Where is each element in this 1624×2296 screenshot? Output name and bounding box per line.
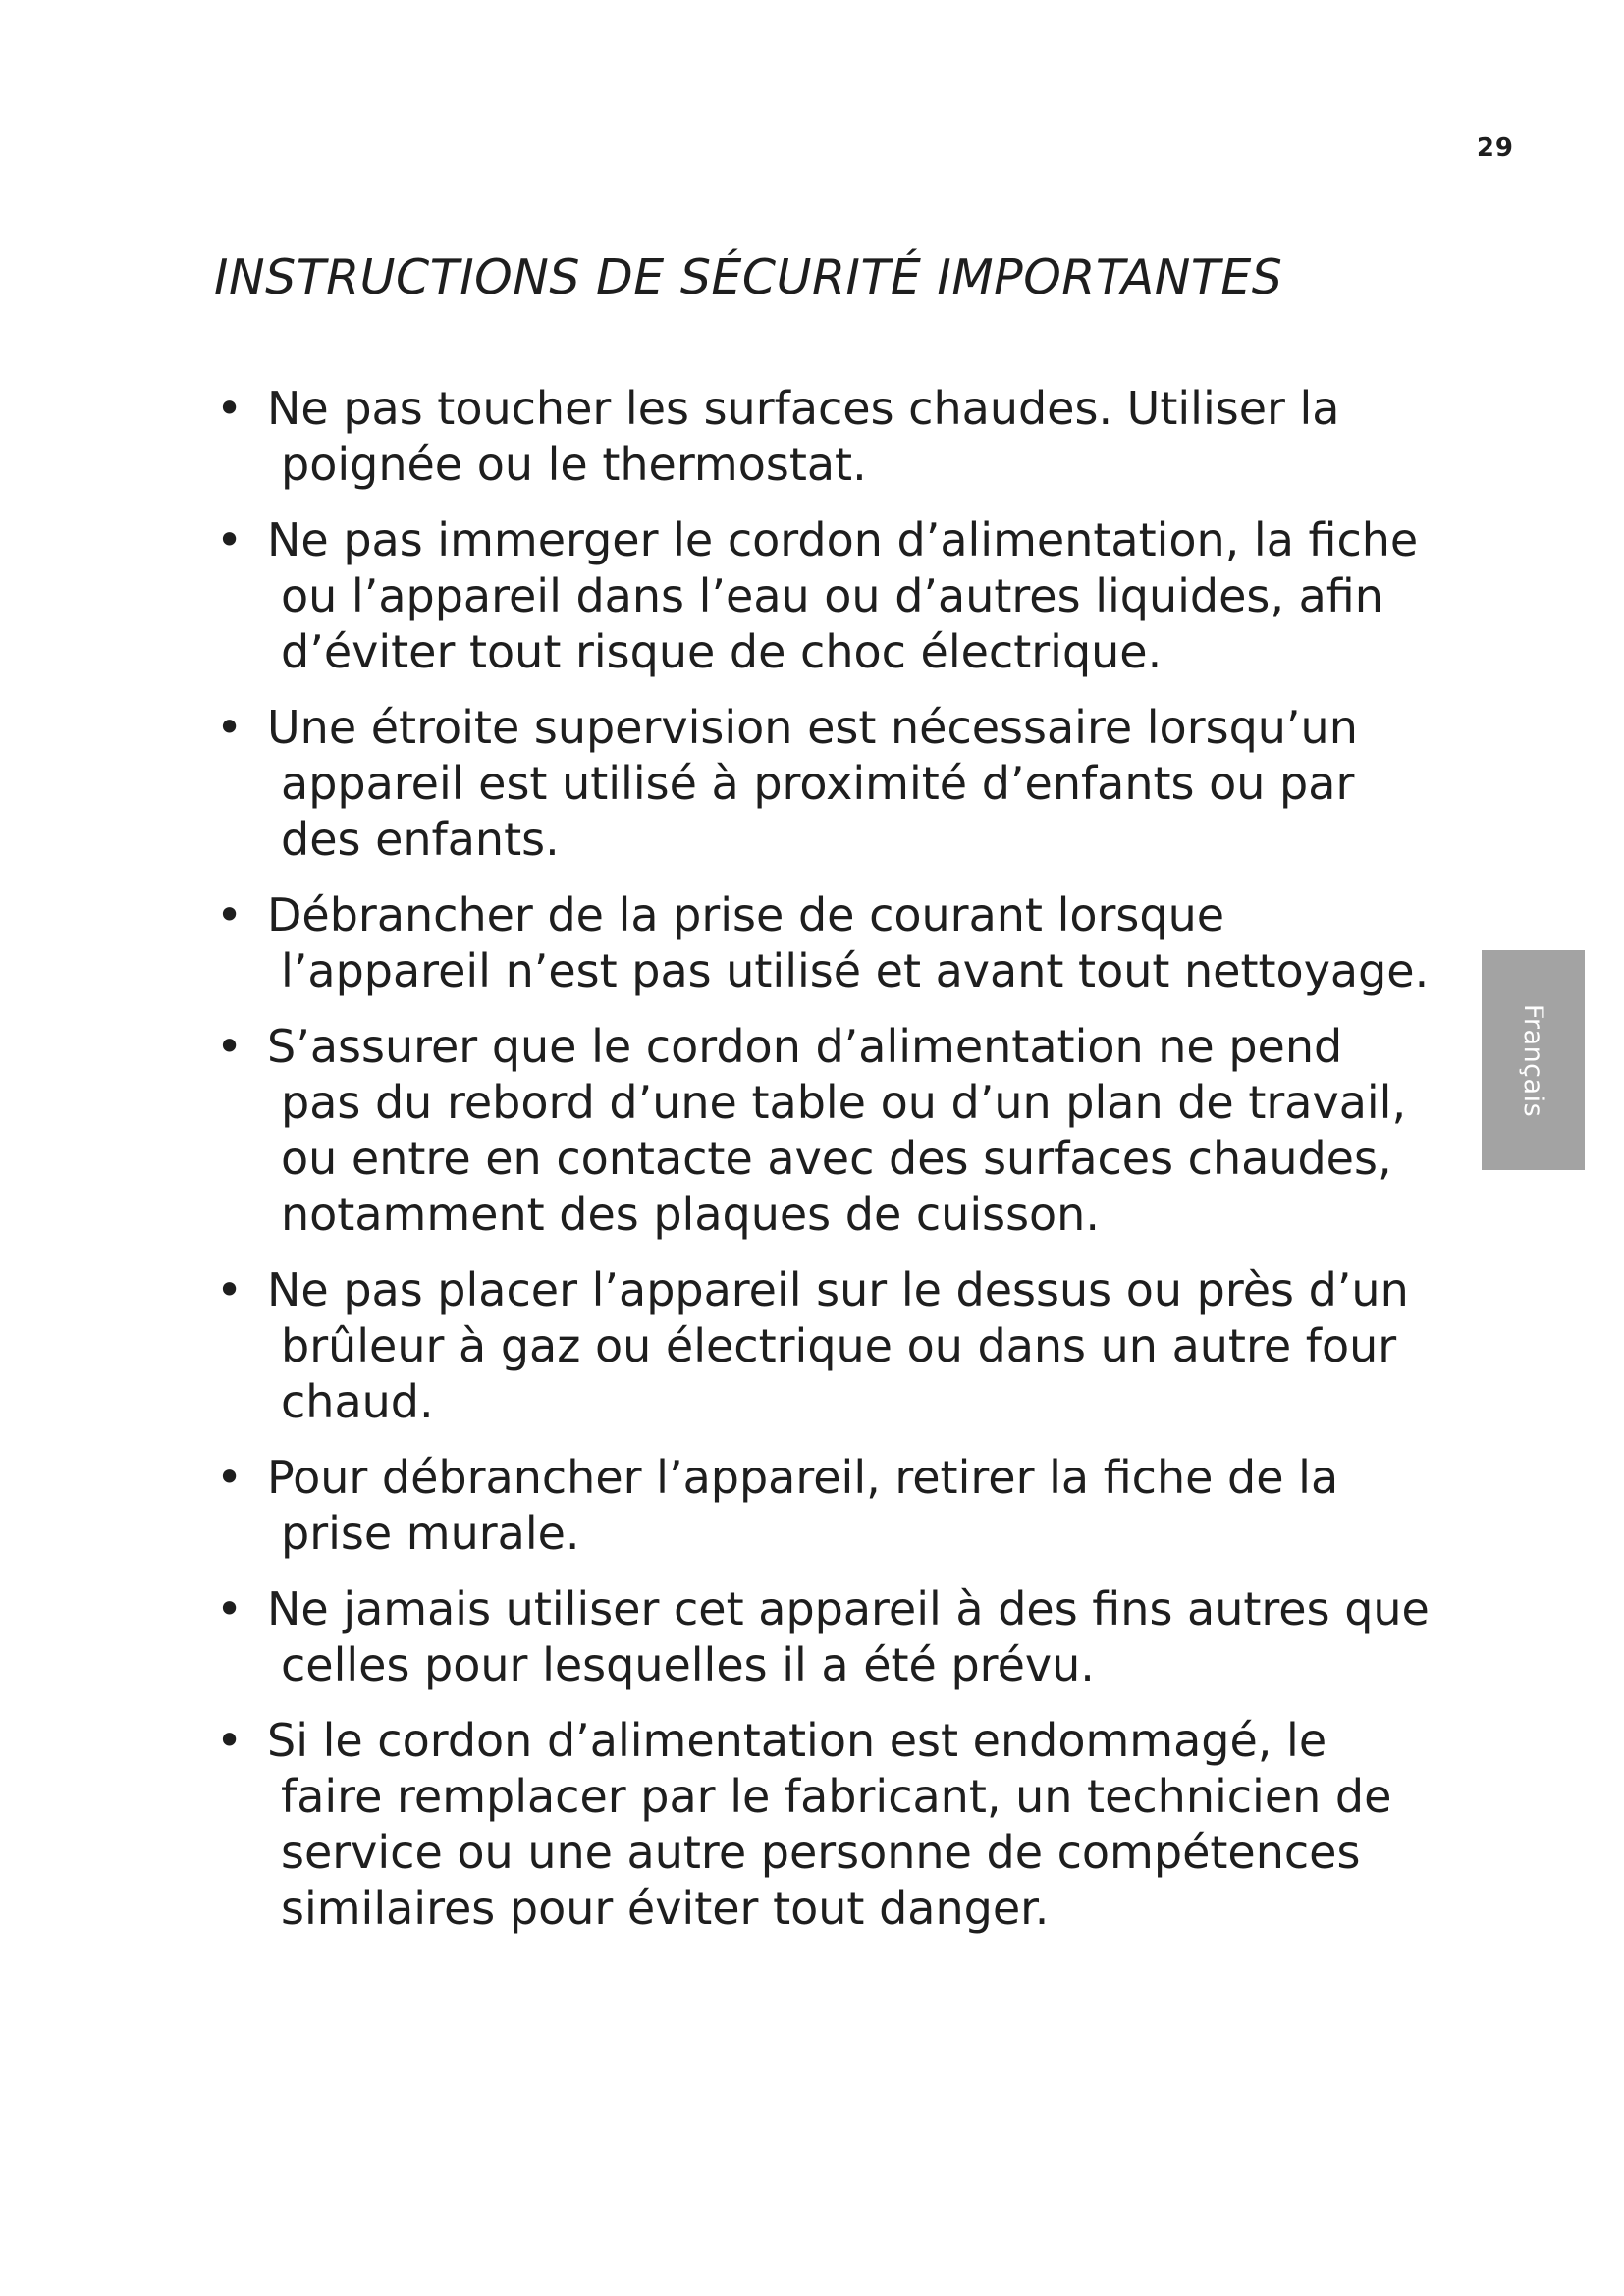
list-item	[206, 700, 1434, 868]
list-item	[206, 887, 1434, 999]
bullet-icon: •	[216, 1020, 244, 1073]
list-item	[206, 1019, 1434, 1243]
bullet-icon: •	[216, 1451, 244, 1504]
list-item-text: Ne pas toucher les surfaces chaudes. Utiliser la poignée ou le thermostat.	[267, 382, 1340, 491]
bullet-icon: •	[216, 888, 244, 941]
list-item	[206, 1450, 1434, 1562]
list-item	[206, 1262, 1434, 1430]
list-item-text: S’assurer que le cordon d’alimentation ne pend pas du rebord d’une table ou d’un plan de travail, ou entre en contacte avec des surfaces chaudes, notamment des plaques de cuisson.	[267, 1020, 1407, 1241]
bullet-icon: •	[216, 1582, 244, 1635]
bullet-icon: •	[216, 701, 244, 754]
list-item-text: Pour débrancher l’appareil, retirer la fiche de la prise murale.	[267, 1451, 1339, 1560]
list-item	[206, 512, 1434, 680]
list-item	[206, 1581, 1434, 1693]
page-number: 29	[1476, 133, 1514, 163]
list-item-text: Si le cordon d’alimentation est endommagé, le faire remplacer par le fabricant, un technicien de service ou une autre personne de compétences similaires pour éviter tout danger.	[267, 1714, 1392, 1935]
bullet-icon: •	[216, 1714, 244, 1767]
bullet-icon: •	[216, 513, 244, 566]
bullet-icon: •	[216, 1263, 244, 1316]
language-tab	[1482, 950, 1585, 1170]
list-item	[206, 1713, 1434, 1937]
list-item-text: Ne pas immerger le cordon d’alimentation, la fiche ou l’appareil dans l’eau ou d’autres liquides, afin d’éviter tout risque de choc électrique.	[267, 513, 1419, 678]
list-item-text: Ne jamais utiliser cet appareil à des fins autres que celles pour lesquelles il a été prévu.	[267, 1582, 1430, 1691]
bullet-icon: •	[216, 382, 244, 435]
list-item-text: Une étroite supervision est nécessaire lorsqu’un appareil est utilisé à proximité d’enfants ou par des enfants.	[267, 701, 1358, 866]
list-item-text: Ne pas placer l’appareil sur le dessus ou près d’un brûleur à gaz ou électrique ou dans un autre four chaud.	[267, 1263, 1409, 1428]
list-item-text: Débrancher de la prise de courant lorsque l’appareil n’est pas utilisé et avant tout nettoyage.	[267, 888, 1430, 997]
safety-instructions-list	[206, 381, 1434, 1956]
list-item	[206, 381, 1434, 493]
language-tab-label: Français	[1518, 1003, 1549, 1117]
page-title: INSTRUCTIONS DE SÉCURITÉ IMPORTANTES	[214, 249, 1283, 305]
